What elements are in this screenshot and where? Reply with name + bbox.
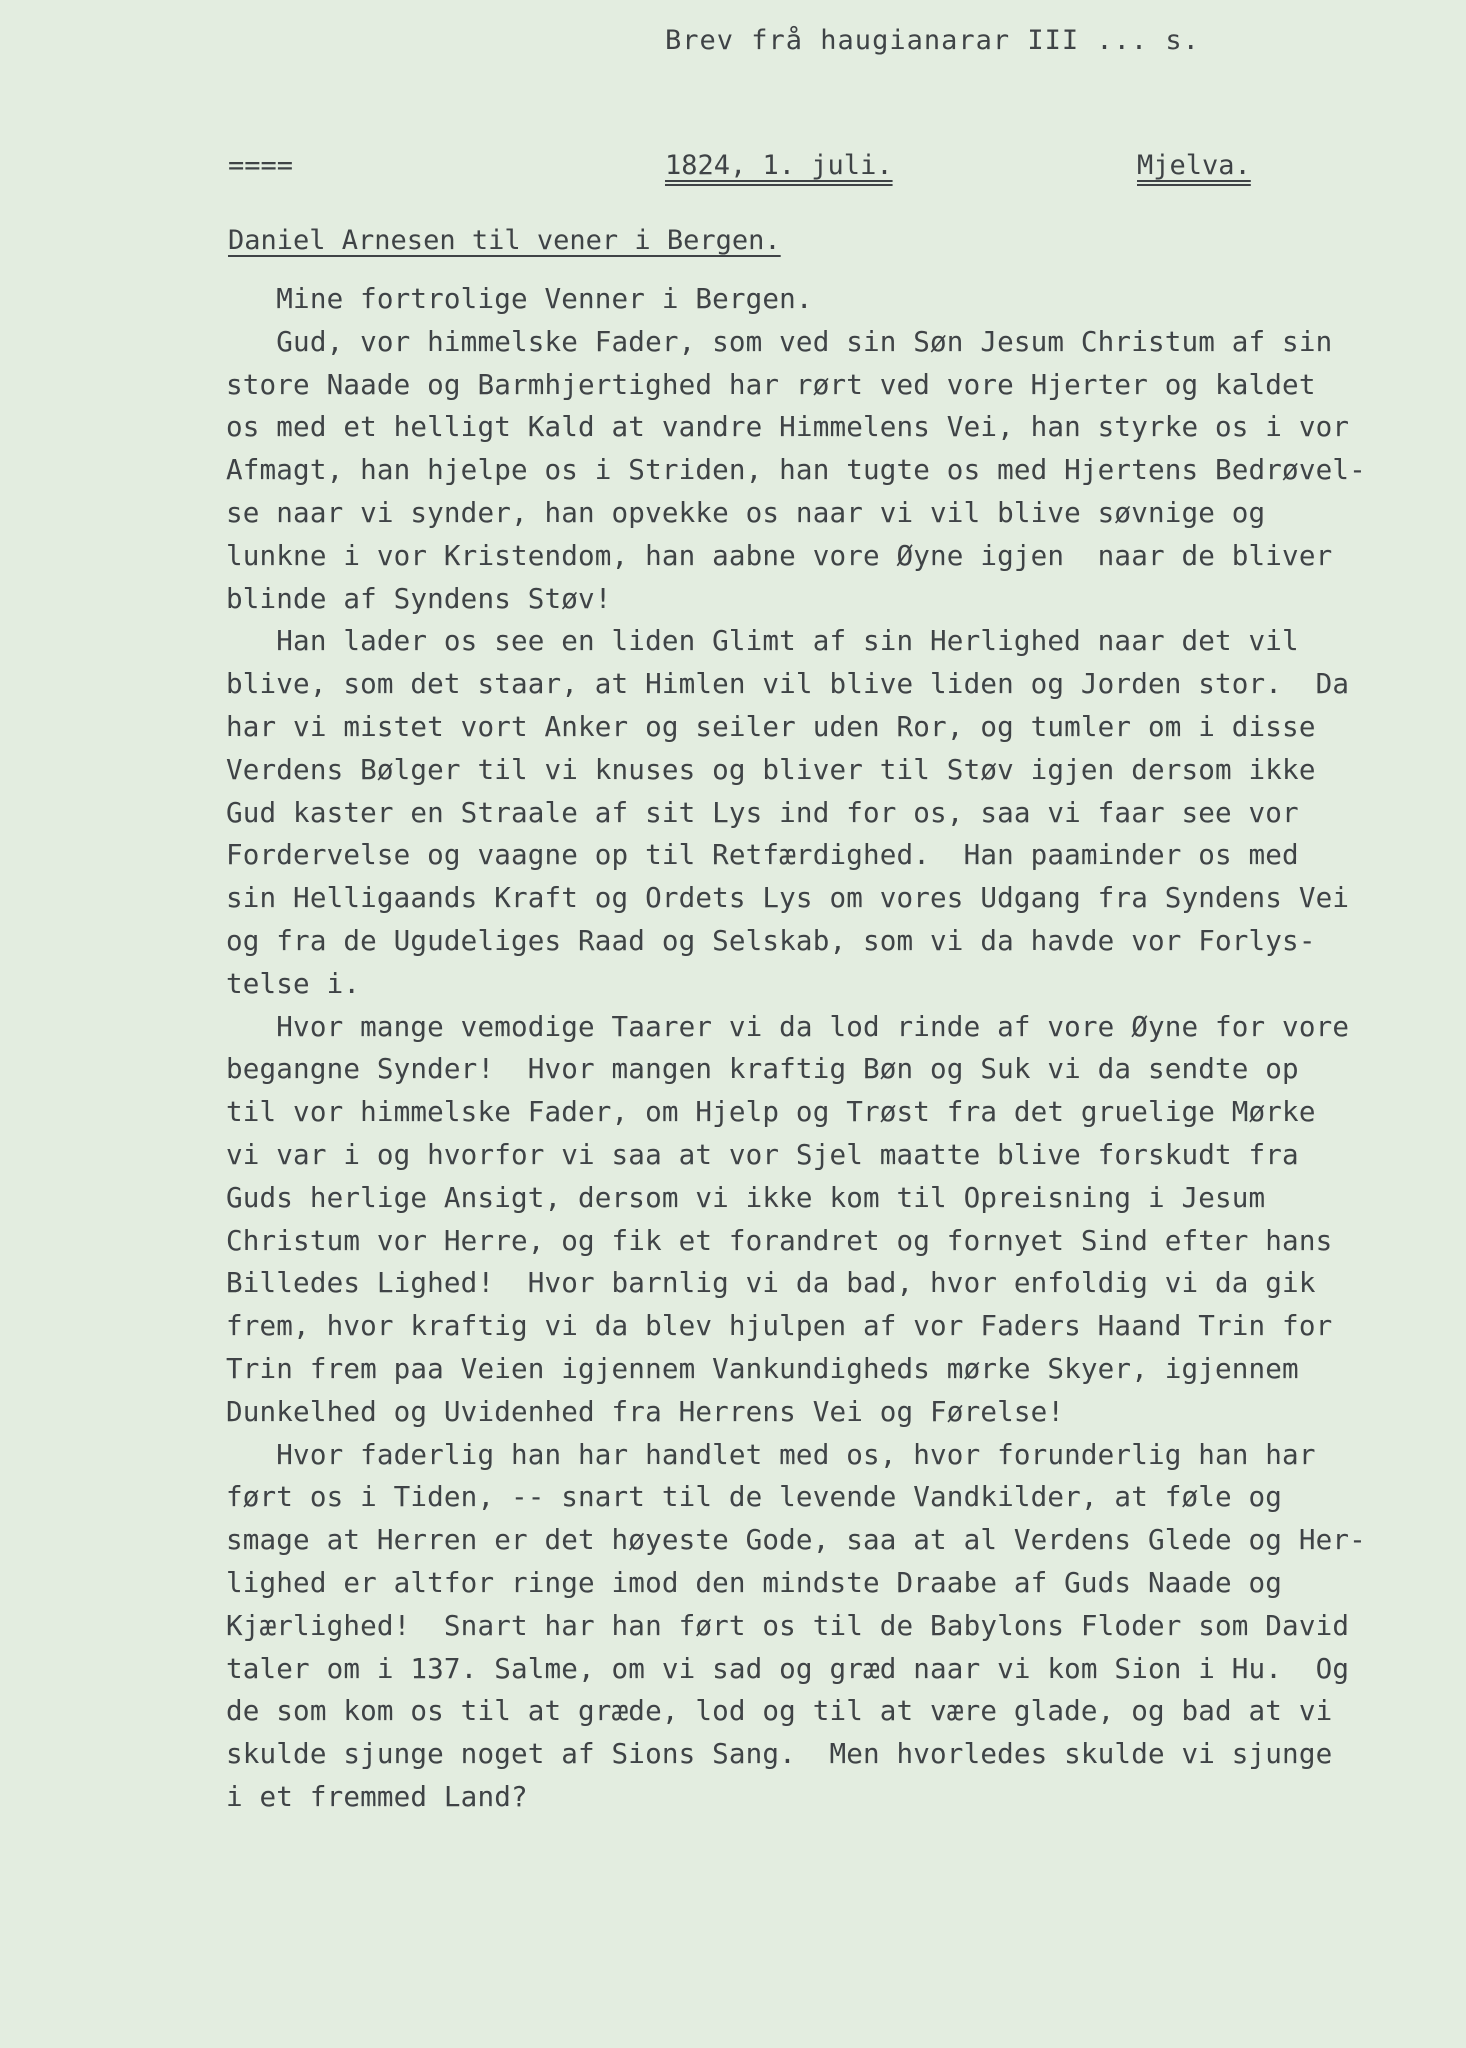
- text-line: Billedes Lighed! Hvor barnlig vi da bad, hvor enfoldig vi da gik: [226, 1266, 1316, 1300]
- text-line: Gud, vor himmelske Fader, som ved sin Søn Jesum Christum af sin: [226, 324, 1333, 358]
- text-line: Christum vor Herre, og fik et forandret og fornyet Sind efter hans: [226, 1223, 1333, 1257]
- text-line: lighed er altfor ringe imod den mindste Draabe af Guds Naade og: [226, 1565, 1283, 1599]
- text-line: Han lader os see en liden Glimt af sin Herlighed naar det vil: [226, 624, 1299, 658]
- text-line: i et fremmed Land?: [226, 1779, 528, 1813]
- text-line: Gud kaster en Straale af sit Lys ind for os, saa vi faar see vor: [226, 795, 1299, 829]
- text-line: blive, som det staar, at Himlen vil blive liden og Jorden stor. Da: [226, 667, 1350, 701]
- text-line: Hvor faderlig han har handlet med os, hvor forunderlig han har: [226, 1437, 1316, 1471]
- text-line: Verdens Bølger til vi knuses og bliver til Støv igjen dersom ikke: [226, 752, 1316, 786]
- text-line: Hvor mange vemodige Taarer vi da lod rinde af vore Øyne for vore: [226, 1009, 1350, 1043]
- text-line: vi var i og hvorfor vi saa at vor Sjel maatte blive forskudt fra: [226, 1137, 1299, 1171]
- text-line: ført os i Tiden, -- snart til de levende Vandkilder, at føle og: [226, 1480, 1283, 1514]
- text-line: har vi mistet vort Anker og seiler uden Ror, og tumler om i disse: [226, 709, 1316, 743]
- text-line: Mine fortrolige Venner i Bergen.: [226, 282, 813, 315]
- text-line: sin Helligaands Kraft og Ordets Lys om vores Udgang fra Syndens Vei: [226, 881, 1350, 915]
- letter-title: Daniel Arnesen til vener i Bergen.: [228, 225, 781, 256]
- text-line: og fra de Ugudeliges Raad og Selskab, som vi da havde vor Forlys-: [226, 923, 1316, 957]
- text-line: Dunkelhed og Uvidenhed fra Herrens Vei og Førelse!: [226, 1394, 1065, 1428]
- text-line: til vor himmelske Fader, om Hjelp og Trøst fra det gruelige Mørke: [226, 1095, 1316, 1129]
- letter-date: 1824, 1. juli.: [665, 150, 893, 181]
- text-line: store Naade og Barmhjertighed har rørt ved vore Hjerter og kaldet: [226, 367, 1316, 401]
- text-line: de som kom os til at græde, lod og til at være glade, og bad at vi: [226, 1694, 1333, 1728]
- text-line: Trin frem paa Veien igjennem Vankundigheds mørke Skyer, igjennem: [226, 1351, 1299, 1385]
- text-line: telse i.: [226, 966, 361, 1000]
- letter-place: Mjelva.: [1137, 150, 1251, 181]
- text-line: blinde af Syndens Støv!: [226, 581, 612, 615]
- separator-marker: ====: [228, 150, 294, 181]
- text-line: skulde sjunge noget af Sions Sang. Men hvorledes skulde vi sjunge: [226, 1737, 1333, 1771]
- text-line: Fordervelse og vaagne op til Retfærdighed. Han paaminder os med: [226, 838, 1299, 872]
- collection-header: Brev frå haugianarar III ... s.: [665, 25, 1200, 56]
- text-line: taler om i 137. Salme, om vi sad og græd naar vi kom Sion i Hu. Og: [226, 1651, 1350, 1685]
- text-line: lunkne i vor Kristendom, han aabne vore Øyne igjen naar de bliver: [226, 538, 1333, 572]
- letter-body: [226, 278, 1442, 1819]
- text-line: Guds herlige Ansigt, dersom vi ikke kom til Opreisning i Jesum: [226, 1180, 1266, 1214]
- text-line: os med et helligt Kald at vandre Himmelens Vei, han styrke os i vor: [226, 410, 1350, 444]
- text-line: se naar vi synder, han opvekke os naar vi vil blive søvnige og: [226, 495, 1266, 529]
- text-line: smage at Herren er det høyeste Gode, saa at al Verdens Glede og Her-: [226, 1523, 1366, 1557]
- text-line: frem, hvor kraftig vi da blev hjulpen af vor Faders Haand Trin for: [226, 1309, 1333, 1343]
- text-line: Afmagt, han hjelpe os i Striden, han tugte os med Hjertens Bedrøvel-: [226, 453, 1366, 487]
- text-line: begangne Synder! Hvor mangen kraftig Bøn og Suk vi da sendte op: [226, 1052, 1299, 1086]
- text-line: Kjærlighed! Snart har han ført os til de Babylons Floder som David: [226, 1608, 1350, 1642]
